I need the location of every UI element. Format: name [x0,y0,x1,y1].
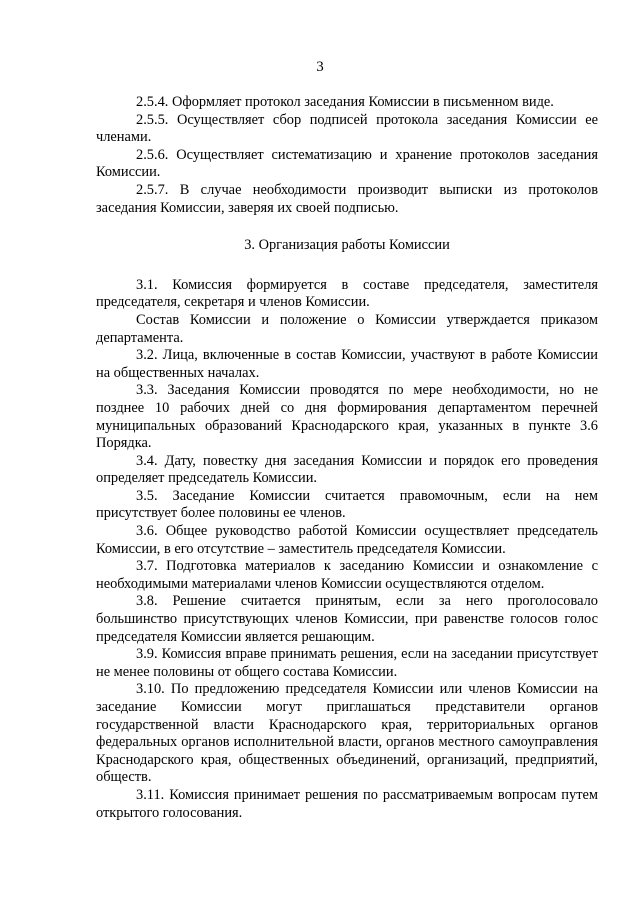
paragraph-2-5-5: 2.5.5. Осуществляет сбор подписей протокола заседания Комиссии ее членами. [96,111,598,146]
page-number: 3 [316,59,324,75]
paragraph-3-1: 3.1. Комиссия формируется в составе председателя, заместителя председателя, секретаря и членов Комиссии. [96,276,598,311]
paragraph-2-5-7: 2.5.7. В случае необходимости производит выписки из протоколов заседания Комиссии, заверяя их своей подписью. [96,181,598,216]
paragraph-3-9: 3.9. Комиссия вправе принимать решения, если на заседании присутствует не менее половины от общего состава Комиссии. [96,646,598,680]
paragraph-3-7: 3.7. Подготовка материалов к заседанию Комиссии и ознакомление с необходимыми материалами членов Комиссии осуществляются отделом. [96,558,598,592]
paragraph-3-1-composition: Состав Комиссии и положение о Комиссии утверждается приказом департамента. [96,311,598,346]
document-body [96,94,598,822]
paragraph-3-6: 3.6. Общее руководство работой Комиссии осуществляет председатель Комиссии, в его отсутствие – заместитель председателя Комиссии. [96,523,598,557]
paragraph-3-5: 3.5. Заседание Комиссии считается правомочным, если на нем присутствует более половины ее членов. [96,487,598,522]
paragraph-3-3: 3.3. Заседания Комиссии проводятся по мере необходимости, но не позднее 10 рабочих дней со дня формирования департаментом перечней муниципальных образований Краснодарского края, указанных в пункте 3.6 Порядка. [96,382,598,452]
paragraph-3-4: 3.4. Дату, повестку дня заседания Комиссии и порядок его проведения определяет председатель Комиссии. [96,452,598,487]
paragraph-3-2: 3.2. Лица, включенные в состав Комиссии, участвуют в работе Комиссии на общественных началах. [96,347,598,381]
paragraph-3-11: 3.11. Комиссия принимает решения по рассматриваемым вопросам путем открытого голосования. [96,786,598,821]
paragraph-2-5-6: 2.5.6. Осуществляет систематизацию и хранение протоколов заседания Комиссии. [96,146,598,181]
paragraph-3-10: 3.10. По предложению председателя Комиссии или членов Комиссии на заседание Комиссии могут приглашаться представители органов государственной власти Краснодарского края, территориальных органов федеральных органов исполнительной власти, органов местного самоуправления Краснодарского края, общественных объединений, организаций, предприятий, обществ. [96,681,598,786]
section-3-heading: 3. Организация работы Комиссии [244,237,450,254]
paragraph-3-8: 3.8. Решение считается принятым, если за него проголосовало большинство присутствующих членов Комиссии, при равенстве голосов голос председателя Комиссии является решающим. [96,593,598,645]
paragraph-2-5-4: 2.5.4. Оформляет протокол заседания Комиссии в письменном виде. [136,94,554,110]
